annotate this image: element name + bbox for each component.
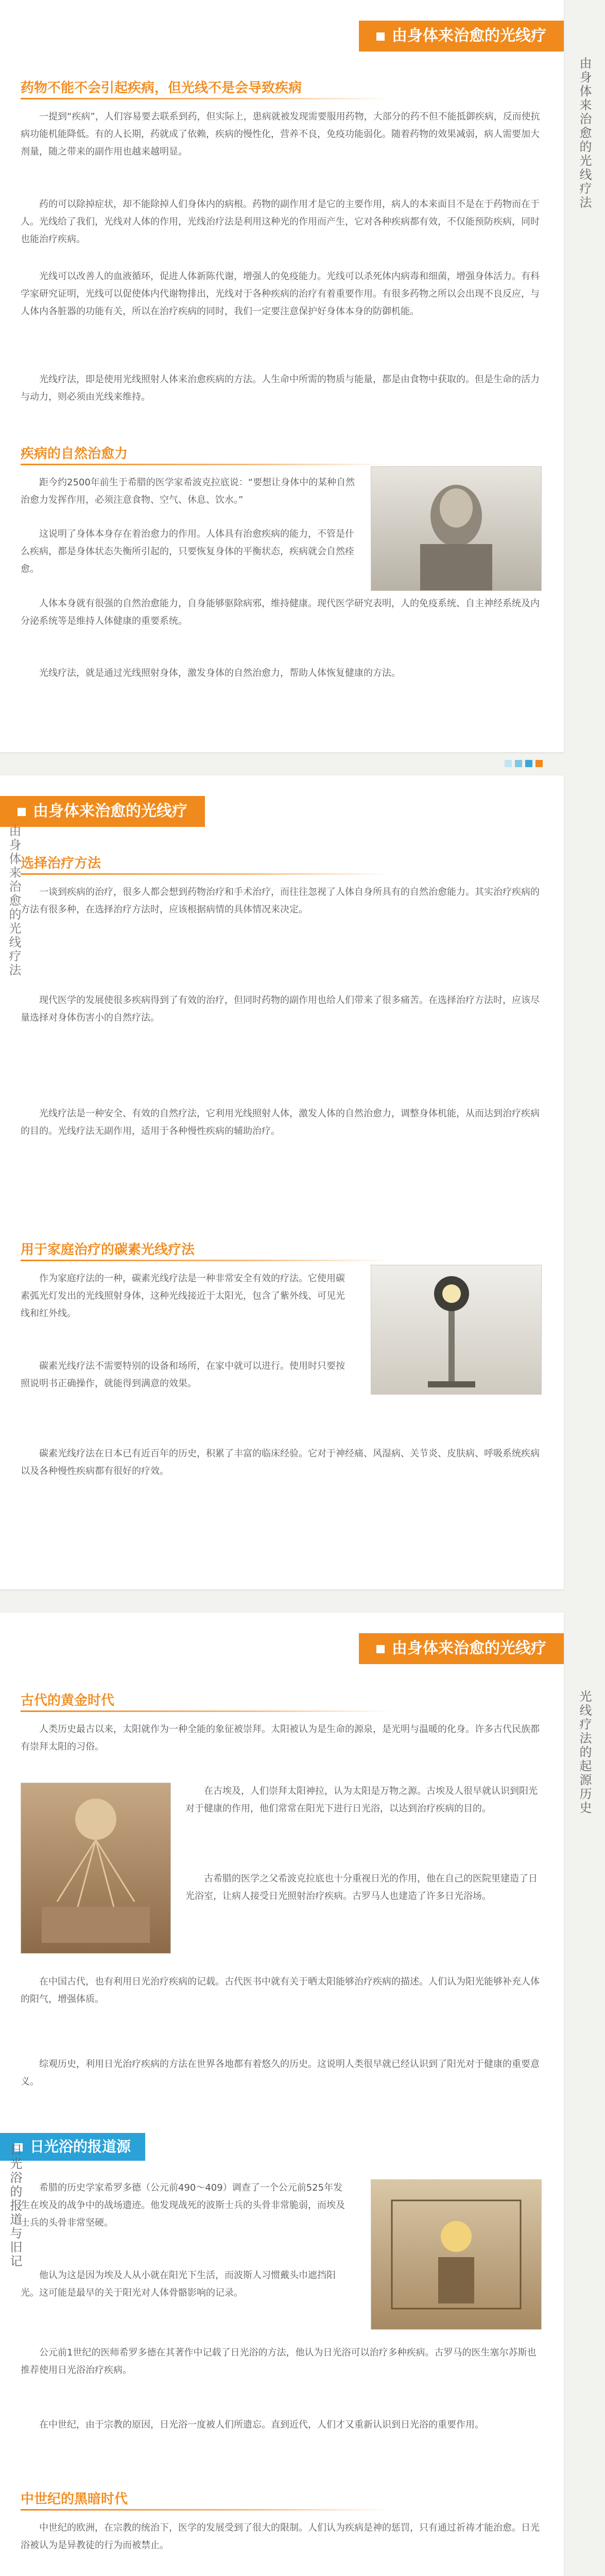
sec5-divider — [21, 1710, 391, 1712]
side-caption-1: 由身体来治愈的光线疗法 — [577, 57, 592, 210]
sec2-divider — [21, 464, 391, 465]
sec3-p2: 现代医学的发展使很多疾病得到了有效的治疗，但同时药物的副作用也给人们带来了很多痛苦。在选择治疗方法时，应该尽量选择对身体伤害小的自然疗法。 — [21, 995, 540, 1023]
sec3-subtitle-text: 选择治疗方法 — [21, 856, 101, 871]
sec3-p1: 一谈到疾病的治疗，很多人都会想到药物治疗和手术治疗，而往往忽视了人体自身所具有的自然治愈能力。其实治疗疾病的方法有很多种，在选择治疗方法时，应该根据病情的具体情况来决定。 — [21, 887, 540, 915]
header-title-banner — [359, 21, 564, 52]
sec5-title-banner — [359, 1633, 564, 1664]
sec3-title-banner — [0, 796, 205, 827]
sec7-subtitle — [21, 2488, 484, 2507]
sec4-subtitle-text: 用于家庭治疗的碳素光线疗法 — [21, 1242, 195, 1258]
lamp-illustration — [371, 1265, 541, 1394]
sec1-p1: 一提到“疾病”，人们容易要去联系到药，但实际上，患病就被发现需要服用药物，大部分的药不但不能抵御疾病，反而使抗病功能机能降低。有的人长期，药就成了依赖，疾病的慢性化，营养不良，免疫功能弱化。随着药物的效果减弱，病人需要加大剂量，随之带来的副作用也越来越明显。 — [21, 111, 540, 157]
side-caption-2: 由身体来治愈的光线疗法 — [7, 824, 21, 977]
sec1-p4: 光线疗法，即是使用光线照射人体来治愈疾病的方法。人生命中所需的物质与能量，都是由食物中获取的。但是生命的活力与动力，则必须由光线来维持。 — [21, 374, 540, 402]
square-icon — [18, 808, 26, 816]
sec2-subtitle — [21, 443, 484, 462]
sec3-title: 由身体来治愈的光线疗 — [33, 802, 187, 820]
sec4-p3: 碳素光线疗法在日本已有近百年的历史，积累了丰富的临床经验。它对于神经痛、风湿病、关节炎、皮肤病、呼吸系统疾病以及各种慢性疾病都有很好的疗效。 — [21, 1448, 540, 1477]
sec2-p3: 人体本身就有很强的自然治愈能力，自身能够驱除病邪，维持健康。现代医学研究表明，人的免疫系统、自主神经系统及内分泌系统等是维持人体健康的重要系统。 — [21, 598, 540, 626]
sec5-subtitle-text: 古代的黄金时代 — [21, 1693, 115, 1708]
sec2-p4: 光线疗法，就是通过光线照射身体，激发身体的自然治愈力，帮助人体恢复健康的方法。 — [39, 668, 401, 679]
side-caption-4: 日光浴的报道与旧记 — [8, 2143, 22, 2268]
deco-bar-1 — [505, 760, 543, 767]
sec6-p1: 希腊的历史学家希罗多德（公元前490～409）调查了一个公元前525年发生在埃及的战争中的战场遗迹。他发现战死的波斯士兵的头骨非常脆弱，而埃及士兵的头骨非常坚硬。 — [21, 2182, 345, 2228]
sec1-divider — [21, 98, 391, 99]
sec4-divider — [21, 1260, 391, 1261]
sec6-p2: 他认为这是因为埃及人从小就在阳光下生活，而波斯人习惯戴头巾遮挡阳光。这可能是最早的关于阳光对人体骨骼影响的记录。 — [21, 2270, 336, 2298]
header-title: 由身体来治愈的光线疗 — [392, 27, 546, 45]
sec3-divider — [21, 873, 391, 875]
sec6-p3: 公元前1世纪的医师希罗多德在其著作中记载了日光浴的方法，他认为日光浴可以治疗多种疾病。古罗马的医生塞尔苏斯也推荐使用日光浴治疗疾病。 — [21, 2347, 537, 2376]
sec4-subtitle — [21, 1239, 484, 1258]
sec6-p4: 在中世纪，由于宗教的原因，日光浴一度被人们所遗忘。直到近代，人们才又重新认识到日光浴的重要作用。 — [39, 2419, 484, 2430]
sec2-subtitle-text: 疾病的自然治愈力 — [21, 446, 128, 462]
sec5-p5: 综观历史，利用日光治疗疾病的方法在世界各地都有着悠久的历史。这说明人类很早就已经认识到了阳光对于健康的重要意义。 — [21, 2059, 540, 2087]
sec5-p2: 在古埃及，人们崇拜太阳神拉，认为太阳是万物之源。古埃及人很早就认识到阳光对于健康的作用，他们常常在阳光下进行日光浴，以达到治疗疾病的目的。 — [185, 1786, 538, 1814]
card-treatment — [0, 775, 564, 1589]
sec7-subtitle-text: 中世纪的黑暗时代 — [21, 2492, 128, 2507]
sec3-subtitle — [21, 853, 484, 872]
sec4-p1: 作为家庭疗法的一种，碳素光线疗法是一种非常安全有效的疗法。它使用碳素弧光灯发出的光线照射身体，这种光线接近于太阳光，包含了紫外线、可见光线和红外线。 — [21, 1273, 345, 1319]
sec6-tab-label: 日光浴的报道源 — [30, 2138, 131, 2155]
sec5-p1: 人类历史最古以来，太阳就作为一种全能的象征被崇拜。太阳被认为是生命的源泉，是光明与温暖的化身。许多古代民族都有崇拜太阳的习俗。 — [21, 1724, 540, 1752]
hippocrates-portrait-image — [371, 466, 542, 591]
sec2-p2: 这说明了身体本身存在着治愈力的作用。人体具有治愈疾病的能力，不管是什么疾病，都是身体状态失衡所引起的，只要恢复身体的平衡状态，疾病就会自然痊愈。 — [21, 529, 354, 574]
relief-illustration — [21, 1783, 170, 1953]
sec5-p4: 在中国古代，也有利用日光治疗疾病的记载。古代医书中就有关于晒太阳能够治疗疾病的描述。人们认为阳光能够补充人体的阳气，增强体质。 — [21, 1976, 540, 2005]
egypt-relief-image — [21, 1783, 171, 1954]
sec1-p2: 药的可以除掉症状，却不能除掉人们身体内的病根。药物的副作用才是它的主要作用，病人的本来面目不是在于药物而在于人。光线给了我们，光线对人体的作用，光线治疗法是利用这种光的作用而产生，它对各种疾病都有效，不仅能预防疾病，同时也能治疗疾病。 — [21, 199, 540, 245]
sec7-divider — [21, 2509, 391, 2511]
sec5-p3: 古希腊的医学之父希波克拉底也十分重视日光的作用，他在自己的医院里建造了日光浴室，让病人接受日光照射治疗疾病。古罗马人也建造了许多日光浴场。 — [185, 1873, 538, 1902]
sec1-subtitle — [21, 77, 484, 96]
carbon-lamp-image — [371, 1265, 542, 1395]
sec5-title: 由身体来治愈的光线疗 — [392, 1639, 546, 1657]
sec7-p1: 中世纪的欧洲，在宗教的统治下，医学的发展受到了很大的限制。人们认为疾病是神的惩罚，只有通过祈祷才能治愈。日光浴被认为是异教徒的行为而被禁止。 — [21, 2522, 540, 2551]
square-icon — [376, 32, 385, 41]
square-icon — [376, 1645, 385, 1653]
side-caption-3: 光线疗法的起源历史 — [577, 1690, 592, 1815]
ancient-painting-image — [371, 2179, 542, 2330]
sec4-p2: 碳素光线疗法不需要特别的设备和场所，在家中就可以进行。使用时只要按照说明书正确操作，就能得到满意的效果。 — [21, 1361, 345, 1389]
sec2-p1: 距今约2500年前生于希腊的医学家希波克拉底说：“要想让身体中的某种自然治愈力发挥作用，必须注意食物、空气、休息、饮水。” — [21, 477, 355, 505]
card-history — [0, 1613, 564, 2576]
sec1-subtitle-text: 药物不能不会引起疾病，但光线不是会导致疾病 — [21, 80, 302, 96]
card-intro — [0, 0, 564, 752]
painting-illustration — [371, 2180, 541, 2329]
sec3-p3: 光线疗法是一种安全、有效的自然疗法，它利用光线照射人体，激发人体的自然治愈力，调整身体机能，从而达到治疗疾病的目的。光线疗法无副作用，适用于各种慢性疾病的辅助治疗。 — [21, 1108, 540, 1137]
portrait-illustration — [371, 467, 541, 590]
sec1-p3: 光线可以改善人的血液循环，促进人体新陈代谢，增强人的免疫能力。光线可以杀死体内病毒和细菌，增强身体活力。有科学家研究证明，光线可以促使体内代谢物排出，光线对于各种疾病的治疗有着重要作用。有很多药物之所以会出现不良反应，与人体内各脏器的功能有关，所以在治疗疾病的同时，我们一定要注意保护好身体本身的防御机能。 — [21, 271, 540, 317]
sec5-subtitle — [21, 1690, 484, 1709]
